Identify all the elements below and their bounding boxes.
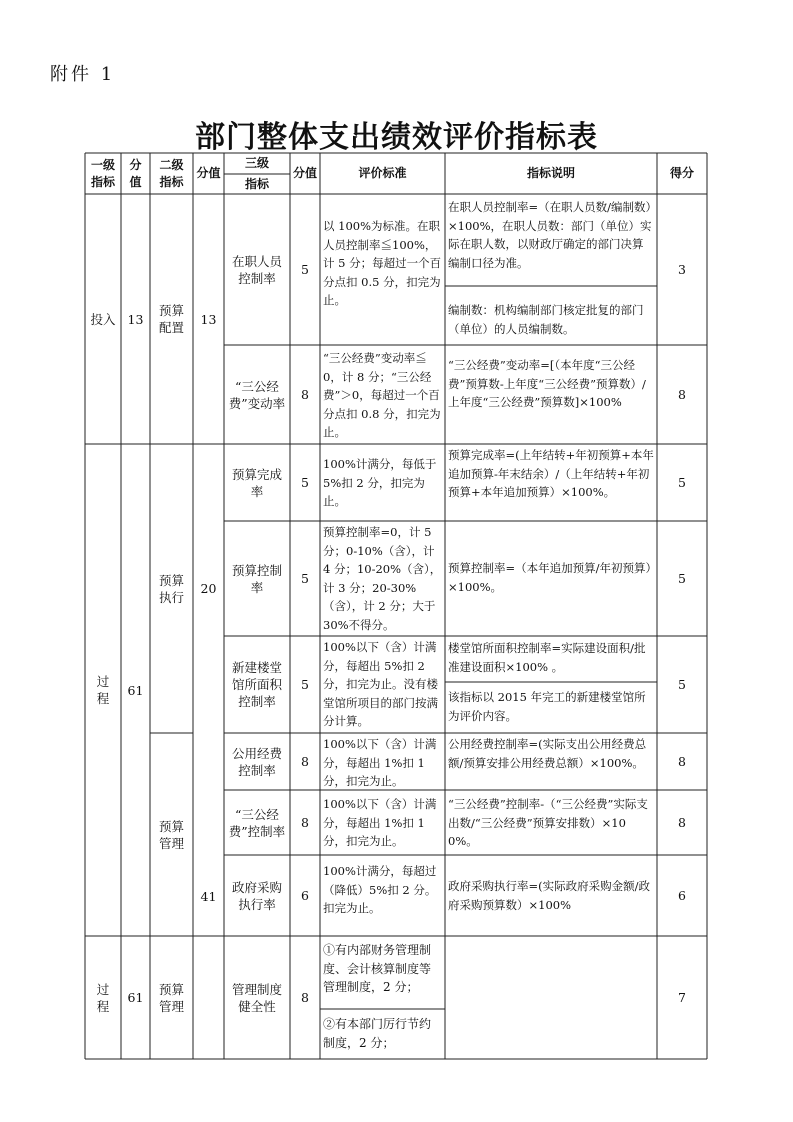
header-s3: 分值 (292, 166, 317, 180)
row-7-score: 8 (301, 815, 309, 830)
row-5-got: 5 (678, 677, 686, 692)
row-6-got: 8 (678, 754, 686, 769)
header-s2: 分值 (196, 166, 221, 180)
row-2-indicator: “三公经 费”变动率 (228, 378, 286, 411)
annex-label: 附件 1 (50, 64, 116, 85)
indicator-table (85, 153, 707, 1059)
group-input-l1: 投入 (90, 311, 116, 327)
row-1-desc-a: 在职人员控制率=（在职人员数/编制数）×100%，在职人员数：部门（单位）实际在职人数，以财政厅确定的部门决算编制口径为准。 (448, 200, 652, 270)
row-4-desc: 预算控制率=（本年追加预算/年初预算）×100%。 (448, 561, 652, 594)
row-6-score: 8 (301, 754, 309, 769)
row-7-standard: 100%以下（含）计满分，每超出 1%扣 1 分，扣完为止。 (323, 797, 437, 848)
group-input-s1: 13 (127, 311, 144, 327)
row-4-indicator: 预算控制 率 (231, 562, 282, 595)
row-5-standard: 100%以下（含）计满分，每超出 5%扣 2 分，扣完为止。没有楼堂馆所项目的部门按满分计算。 (323, 640, 438, 728)
header-desc: 指标说明 (526, 166, 575, 180)
row-3-desc: 预算完成率=(上年结转+年初预算+本年追加预算-年末结余）/（上年结转+年初预算+本年追加预算）×100%。 (448, 448, 654, 499)
row-5-desc-b: 该指标以 2015 年完工的新建楼堂馆所为评价内容。 (448, 690, 646, 723)
group-mgmt-s2: 41 (200, 888, 217, 904)
row-9-indicator: 管理制度 健全性 (231, 981, 282, 1014)
row-8-desc: 政府采购执行率=(实际政府采购金额/政府采购预算数）×100% (448, 879, 650, 912)
row-6-indicator: 公用经费 控制率 (231, 745, 282, 778)
row-9-score: 8 (301, 990, 309, 1005)
header-std: 评价标准 (358, 166, 407, 180)
group-process-s1: 61 (127, 682, 144, 698)
header-s1: 分 值 (129, 157, 142, 189)
group-input-s2: 13 (200, 311, 217, 327)
header-score: 得分 (669, 166, 694, 180)
group-process2-s1: 61 (127, 990, 144, 1005)
header-l1: 一级 指标 (90, 157, 115, 189)
row-1-score: 5 (301, 262, 309, 277)
row-9-got: 7 (678, 990, 686, 1005)
row-9-standard-a: ①有内部财务管理制度、会计核算制度等管理制度，2 分； (323, 943, 432, 994)
row-3-score: 5 (301, 475, 309, 490)
row-2-standard: “三公经费”变动率≦0，计 8 分；“三公经费”＞0，每超过一个百分点扣 0.8 分，扣完为止。 (323, 351, 441, 439)
row-7-indicator: “三公经 费”控制率 (228, 806, 286, 839)
row-8-standard: 100%计满分，每超过（降低）5%扣 2 分。扣完为止。 (323, 864, 437, 915)
row-9-desc (445, 936, 657, 1059)
row-8-score: 6 (301, 888, 309, 903)
row-2-got: 8 (678, 387, 686, 402)
row-2-score: 8 (301, 387, 309, 402)
group-input-l2: 预算 配置 (158, 303, 184, 335)
row-5-desc-a: 楼堂馆所面积控制率=实际建设面积/批准建设面积×100% 。 (448, 641, 646, 674)
header-l2: 二级 指标 (159, 157, 184, 189)
row-6-desc: 公用经费控制率=(实际支出公用经费总额/预算安排公用经费总额）×100%。 (448, 737, 647, 770)
group-process2-l1: 过 程 (96, 981, 110, 1014)
row-5-score: 5 (301, 677, 309, 692)
row-6-standard: 100%以下（含）计满分，每超出 1%扣 1 分，扣完为止。 (323, 737, 437, 788)
row-4-got: 5 (678, 571, 686, 586)
row-5-indicator: 新建楼堂 馆所面积 控制率 (231, 660, 282, 709)
row-3-standard: 100%计满分，每低于 5%扣 2 分，扣完为止。 (323, 457, 437, 508)
group-exec-s2: 20 (200, 581, 217, 596)
row-1-indicator: 在职人员 控制率 (231, 253, 282, 286)
row-1-standard: 以 100%为标准。在职人员控制率≦100%，计 5 分；每超过一个百分点扣 0.5 分，扣完为止。 (323, 219, 442, 307)
group-process2-l2: 预算 管理 (158, 981, 184, 1014)
row-1-desc-b: 编制数：机构编制部门核定批复的部门（单位）的人员编制数。 (448, 303, 644, 336)
group-exec-l2: 预算 执行 (158, 572, 184, 605)
row-3-got: 5 (678, 475, 686, 490)
row-9-standard-b: ②有本部门厉行节约制度，2 分； (323, 1017, 432, 1050)
row-8-got: 6 (678, 888, 686, 903)
page-title: 部门整体支出绩效评价指标表 (195, 120, 598, 155)
row-4-score: 5 (301, 571, 309, 586)
header-l3: 三级 (244, 156, 269, 170)
row-7-got: 8 (678, 815, 686, 830)
row-1-got: 3 (678, 262, 686, 277)
row-7-desc: “三公经费”控制率-（“三公经费”实际支出数/“三公经费”预算安排数）×100%。 (448, 797, 648, 848)
group-process-l1: 过 程 (96, 674, 110, 706)
row-4-standard: 预算控制率=0，计 5 分；0-10%（含），计 4 分；10-20%（含），计 3 分；20-30%（含），计 2 分；大于 30%不得分。 (323, 525, 442, 632)
header-l3-sub: 指标 (244, 176, 269, 191)
row-2-desc: “三公经费”变动率=[（本年度“三公经费”预算数-上年度“三公经费”预算数）/上年度“三公经费”预算数]×100% (448, 358, 646, 409)
row-8-indicator: 政府采购 执行率 (231, 879, 282, 912)
group-mgmt-l2: 预算 管理 (158, 818, 184, 851)
row-3-indicator: 预算完成 率 (231, 466, 282, 499)
